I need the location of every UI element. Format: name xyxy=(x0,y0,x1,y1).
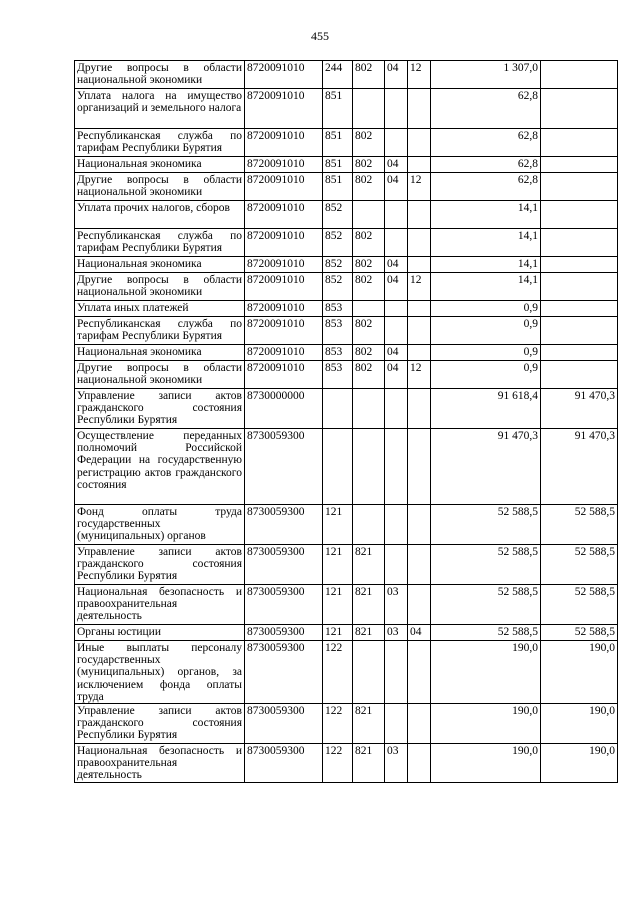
row-vr-code: 853 xyxy=(323,317,353,345)
table-row xyxy=(75,361,618,389)
row-sum-1: 190,0 xyxy=(431,641,541,704)
row-sum-2 xyxy=(541,257,618,273)
table-row xyxy=(75,429,618,505)
row-grbs-code: 802 xyxy=(353,61,385,89)
row-rz-code: 04 xyxy=(385,157,408,173)
row-sum-2: 190,0 xyxy=(541,744,618,783)
row-csr-code: 8720091010 xyxy=(245,201,323,229)
row-rz-code xyxy=(385,641,408,704)
row-sum-2 xyxy=(541,317,618,345)
row-name: Национальная экономика xyxy=(75,257,245,273)
row-name: Органы юстиции xyxy=(75,625,245,641)
row-grbs-code: 821 xyxy=(353,585,385,625)
row-sum-1: 62,8 xyxy=(431,173,541,201)
row-sum-2 xyxy=(541,345,618,361)
row-csr-code: 8720091010 xyxy=(245,129,323,157)
page-number: 455 xyxy=(311,29,329,43)
row-sum-2: 91 470,3 xyxy=(541,389,618,429)
row-name: Другие вопросы в области национальной экономики xyxy=(75,273,245,301)
row-sum-2: 91 470,3 xyxy=(541,429,618,505)
row-sum-2 xyxy=(541,273,618,301)
table-row xyxy=(75,317,618,345)
row-sum-2: 52 588,5 xyxy=(541,585,618,625)
table-row xyxy=(75,201,618,229)
row-sum-2: 52 588,5 xyxy=(541,505,618,545)
table-row xyxy=(75,505,618,545)
row-pr-code xyxy=(408,505,431,545)
row-grbs-code xyxy=(353,429,385,505)
table-row xyxy=(75,157,618,173)
row-pr-code xyxy=(408,129,431,157)
row-sum-1: 14,1 xyxy=(431,229,541,257)
row-name: Управление записи актов гражданского состояния Республики Бурятия xyxy=(75,704,245,744)
row-csr-code: 8720091010 xyxy=(245,61,323,89)
row-rz-code: 04 xyxy=(385,173,408,201)
row-sum-1: 91 470,3 xyxy=(431,429,541,505)
row-name: Уплата иных платежей xyxy=(75,301,245,317)
table-row xyxy=(75,61,618,89)
row-csr-code: 8720091010 xyxy=(245,89,323,129)
row-csr-code: 8720091010 xyxy=(245,273,323,301)
row-pr-code: 12 xyxy=(408,361,431,389)
row-grbs-code xyxy=(353,389,385,429)
row-vr-code: 122 xyxy=(323,641,353,704)
row-csr-code: 8730059300 xyxy=(245,744,323,783)
row-grbs-code xyxy=(353,201,385,229)
row-name: Фонд оплаты труда государственных (муниципальных) органов xyxy=(75,505,245,545)
row-vr-code: 851 xyxy=(323,89,353,129)
row-name: Управление записи актов гражданского состояния Республики Бурятия xyxy=(75,545,245,585)
row-rz-code xyxy=(385,89,408,129)
row-name: Управление записи актов гражданского состояния Республики Бурятия xyxy=(75,389,245,429)
row-csr-code: 8730059300 xyxy=(245,545,323,585)
table-row xyxy=(75,585,618,625)
row-vr-code: 121 xyxy=(323,585,353,625)
row-pr-code xyxy=(408,301,431,317)
row-sum-1: 190,0 xyxy=(431,704,541,744)
row-rz-code xyxy=(385,429,408,505)
row-csr-code: 8720091010 xyxy=(245,173,323,201)
row-sum-1: 1 307,0 xyxy=(431,61,541,89)
row-pr-code xyxy=(408,744,431,783)
row-grbs-code: 802 xyxy=(353,345,385,361)
row-csr-code: 8730059300 xyxy=(245,704,323,744)
row-csr-code: 8720091010 xyxy=(245,157,323,173)
row-vr-code: 122 xyxy=(323,744,353,783)
table-row xyxy=(75,625,618,641)
row-vr-code: 121 xyxy=(323,625,353,641)
row-sum-1: 0,9 xyxy=(431,301,541,317)
row-pr-code xyxy=(408,317,431,345)
row-name: Иные выплаты персоналу государственных (муниципальных) органов, за исключением фонда оплаты труда xyxy=(75,641,245,704)
row-grbs-code xyxy=(353,301,385,317)
row-rz-code: 03 xyxy=(385,585,408,625)
row-vr-code: 121 xyxy=(323,505,353,545)
table-row xyxy=(75,704,618,744)
row-rz-code xyxy=(385,704,408,744)
row-csr-code: 8730059300 xyxy=(245,505,323,545)
row-csr-code: 8720091010 xyxy=(245,257,323,273)
row-grbs-code: 802 xyxy=(353,257,385,273)
row-csr-code: 8730059300 xyxy=(245,429,323,505)
row-sum-2 xyxy=(541,61,618,89)
row-csr-code: 8720091010 xyxy=(245,301,323,317)
row-csr-code: 8730059300 xyxy=(245,641,323,704)
table-row xyxy=(75,89,618,129)
row-grbs-code: 821 xyxy=(353,545,385,585)
row-grbs-code xyxy=(353,641,385,704)
table-body xyxy=(75,61,618,783)
row-sum-1: 14,1 xyxy=(431,273,541,301)
row-sum-2 xyxy=(541,201,618,229)
table-row xyxy=(75,641,618,704)
row-sum-1: 190,0 xyxy=(431,744,541,783)
row-rz-code: 04 xyxy=(385,273,408,301)
row-rz-code: 03 xyxy=(385,744,408,783)
row-vr-code: 853 xyxy=(323,345,353,361)
row-name: Республиканская служба по тарифам Республики Бурятия xyxy=(75,229,245,257)
table-row xyxy=(75,129,618,157)
row-sum-2 xyxy=(541,157,618,173)
row-name: Национальная экономика xyxy=(75,157,245,173)
row-grbs-code: 802 xyxy=(353,229,385,257)
table-row xyxy=(75,273,618,301)
row-csr-code: 8720091010 xyxy=(245,361,323,389)
row-pr-code: 12 xyxy=(408,173,431,201)
row-csr-code: 8730059300 xyxy=(245,625,323,641)
row-csr-code: 8730000000 xyxy=(245,389,323,429)
row-sum-1: 91 618,4 xyxy=(431,389,541,429)
row-rz-code: 04 xyxy=(385,345,408,361)
row-rz-code xyxy=(385,505,408,545)
row-sum-2 xyxy=(541,173,618,201)
row-vr-code: 851 xyxy=(323,173,353,201)
row-sum-1: 14,1 xyxy=(431,201,541,229)
row-csr-code: 8720091010 xyxy=(245,317,323,345)
row-name: Другие вопросы в области национальной экономики xyxy=(75,61,245,89)
row-sum-1: 52 588,5 xyxy=(431,625,541,641)
table-row xyxy=(75,301,618,317)
row-sum-1: 0,9 xyxy=(431,345,541,361)
row-pr-code xyxy=(408,157,431,173)
row-vr-code xyxy=(323,429,353,505)
row-pr-code xyxy=(408,229,431,257)
row-name: Национальная безопасность и правоохранительная деятельность xyxy=(75,585,245,625)
row-pr-code: 12 xyxy=(408,61,431,89)
row-sum-1: 14,1 xyxy=(431,257,541,273)
row-rz-code xyxy=(385,545,408,585)
row-pr-code xyxy=(408,585,431,625)
row-vr-code: 853 xyxy=(323,361,353,389)
row-name: Национальная экономика xyxy=(75,345,245,361)
table-row xyxy=(75,345,618,361)
row-sum-1: 62,8 xyxy=(431,157,541,173)
row-grbs-code xyxy=(353,89,385,129)
row-rz-code xyxy=(385,229,408,257)
row-vr-code: 851 xyxy=(323,157,353,173)
row-pr-code xyxy=(408,429,431,505)
row-name: Республиканская служба по тарифам Республики Бурятия xyxy=(75,129,245,157)
row-rz-code xyxy=(385,317,408,345)
row-rz-code xyxy=(385,301,408,317)
row-pr-code: 04 xyxy=(408,625,431,641)
row-vr-code: 852 xyxy=(323,201,353,229)
row-grbs-code: 821 xyxy=(353,704,385,744)
row-name: Уплата налога на имущество организаций и земельного налога xyxy=(75,89,245,129)
row-pr-code xyxy=(408,345,431,361)
table-row xyxy=(75,229,618,257)
row-grbs-code: 821 xyxy=(353,625,385,641)
row-vr-code: 852 xyxy=(323,273,353,301)
row-vr-code xyxy=(323,389,353,429)
row-vr-code: 244 xyxy=(323,61,353,89)
row-grbs-code: 802 xyxy=(353,273,385,301)
row-sum-1: 52 588,5 xyxy=(431,585,541,625)
row-pr-code xyxy=(408,89,431,129)
budget-table xyxy=(74,60,618,783)
row-rz-code: 03 xyxy=(385,625,408,641)
row-grbs-code: 802 xyxy=(353,157,385,173)
row-rz-code xyxy=(385,201,408,229)
row-pr-code xyxy=(408,704,431,744)
row-name: Республиканская служба по тарифам Республики Бурятия xyxy=(75,317,245,345)
row-grbs-code: 802 xyxy=(353,361,385,389)
row-grbs-code xyxy=(353,505,385,545)
row-rz-code xyxy=(385,129,408,157)
row-sum-1: 0,9 xyxy=(431,317,541,345)
row-pr-code: 12 xyxy=(408,273,431,301)
row-rz-code: 04 xyxy=(385,61,408,89)
table-row xyxy=(75,389,618,429)
row-sum-1: 62,8 xyxy=(431,129,541,157)
row-grbs-code: 802 xyxy=(353,317,385,345)
row-rz-code: 04 xyxy=(385,361,408,389)
row-sum-2: 190,0 xyxy=(541,641,618,704)
row-sum-2 xyxy=(541,229,618,257)
table-row xyxy=(75,545,618,585)
row-name: Другие вопросы в области национальной экономики xyxy=(75,361,245,389)
row-sum-1: 62,8 xyxy=(431,89,541,129)
table-row xyxy=(75,257,618,273)
row-rz-code xyxy=(385,389,408,429)
row-grbs-code: 802 xyxy=(353,173,385,201)
row-pr-code xyxy=(408,641,431,704)
row-sum-2 xyxy=(541,89,618,129)
row-name: Национальная безопасность и правоохранительная деятельность xyxy=(75,744,245,783)
table-row xyxy=(75,173,618,201)
row-name: Другие вопросы в области национальной экономики xyxy=(75,173,245,201)
row-csr-code: 8720091010 xyxy=(245,229,323,257)
row-pr-code xyxy=(408,545,431,585)
row-sum-2: 52 588,5 xyxy=(541,625,618,641)
row-sum-1: 0,9 xyxy=(431,361,541,389)
row-vr-code: 853 xyxy=(323,301,353,317)
row-rz-code: 04 xyxy=(385,257,408,273)
row-vr-code: 121 xyxy=(323,545,353,585)
row-grbs-code: 802 xyxy=(353,129,385,157)
row-name: Уплата прочих налогов, сборов xyxy=(75,201,245,229)
table-row xyxy=(75,744,618,783)
row-pr-code xyxy=(408,201,431,229)
row-vr-code: 852 xyxy=(323,257,353,273)
row-pr-code xyxy=(408,389,431,429)
row-name: Осуществление переданных полномочий Российской Федерации на государственную регистрацию актов гражданского состояния xyxy=(75,429,245,505)
row-vr-code: 852 xyxy=(323,229,353,257)
row-grbs-code: 821 xyxy=(353,744,385,783)
row-sum-2: 52 588,5 xyxy=(541,545,618,585)
row-csr-code: 8730059300 xyxy=(245,585,323,625)
row-vr-code: 122 xyxy=(323,704,353,744)
row-sum-2 xyxy=(541,301,618,317)
row-sum-1: 52 588,5 xyxy=(431,505,541,545)
row-sum-2 xyxy=(541,361,618,389)
row-vr-code: 851 xyxy=(323,129,353,157)
row-sum-2: 190,0 xyxy=(541,704,618,744)
row-csr-code: 8720091010 xyxy=(245,345,323,361)
row-sum-1: 52 588,5 xyxy=(431,545,541,585)
row-pr-code xyxy=(408,257,431,273)
row-sum-2 xyxy=(541,129,618,157)
